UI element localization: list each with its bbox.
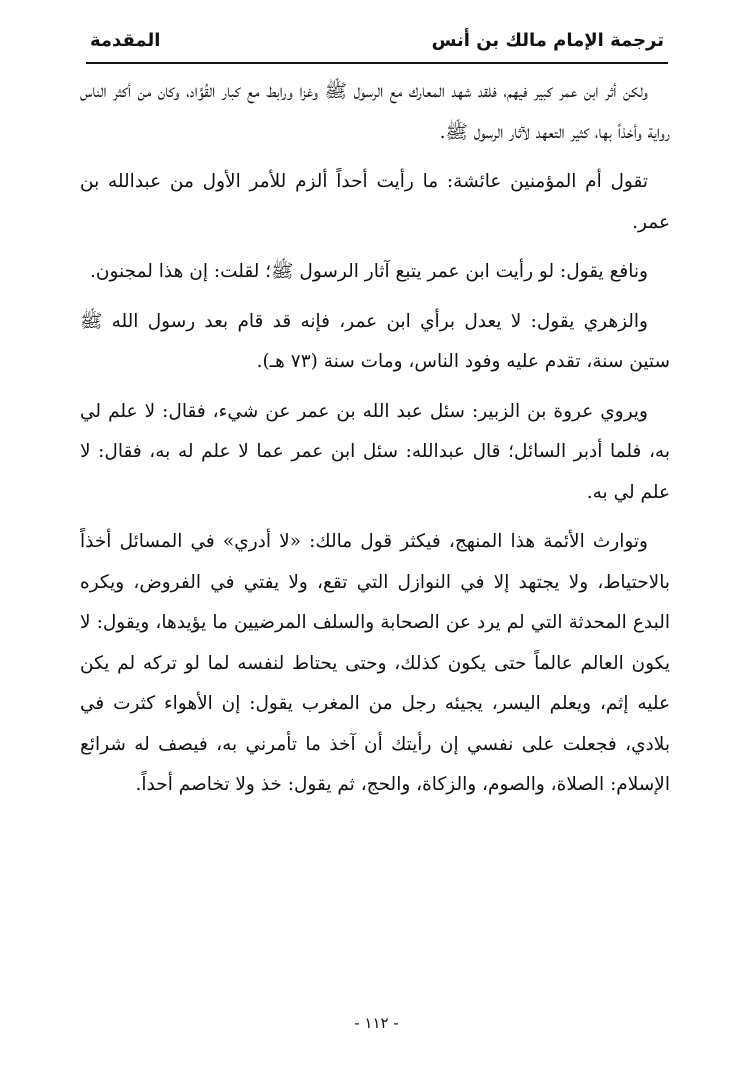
paragraph: وتوارث الأئمة هذا المنهج، فيكثر قول مالك: «لا أدري» في المسائل أخذاً بالاحتياط، ولا يجتهد إلا في النوازل التي تقع، ولا يفتي في الفروض، ويكره البدع المحدثة التي لم يرد عن الصحابة والسلف المرضيين ما يؤيدها، ويقول: لا يكون العالم عالماً حتى يكون كذلك، وحتى يحتاط لنفسه لما لو تركه لم يكن عليه إثم، ويعلم اليسر، يجيئه رجل من المغرب يقول: إن الأهواء كثرت في بلادي، فجعلت على نفسي إن رأيتك أن آخذ ما تأمرني به، فيصف له شرائع الإسلام: الصلاة، والصوم، والزكاة، والحج، ثم يقول: خذ ولا تخاصم أحداً.: [80, 531, 670, 795]
page-number: - ١١٢ -: [354, 1014, 399, 1032]
body-text: [80, 72, 670, 815]
section-title: المقدمة: [90, 30, 161, 51]
paragraph: تقول أم المؤمنين عائشة: ما رأيت أحداً ألزم للأمر الأول من عبدالله بن عمر.: [80, 171, 670, 233]
book-title: ترجمة الإمام مالك بن أنس: [431, 30, 664, 51]
paragraph: ونافع يقول: لو رأيت ابن عمر يتبع آثار الرسول ﷺ؛ لقلت: إن هذا لمجنون.: [90, 261, 648, 282]
running-header: [86, 22, 668, 64]
paragraph: ولكن أثر ابن عمر كبير فيهم، فلقد شهد المعارك مع الرسول ﷺ وغزا ورابط مع كبار القُوَّاد، وكان من أكثر الناس رواية وأخذاً بها، كثير التعهد لآثار الرسول ﷺ.: [80, 81, 670, 143]
paragraph: ويروي عروة بن الزبير: سئل عبد الله بن عمر عن شيء، فقال: لا علم لي به، فلما أدبر السائل؛ قال عبدالله: سئل ابن عمر عما لا علم له به، فقال: لا علم لي به.: [80, 400, 670, 503]
paragraph: والزهري يقول: لا يعدل برأي ابن عمر، فإنه قد قام بعد رسول الله ﷺ ستين سنة، تقدم عليه وفود الناس، ومات سنة (٧٣ هـ).: [80, 310, 670, 372]
